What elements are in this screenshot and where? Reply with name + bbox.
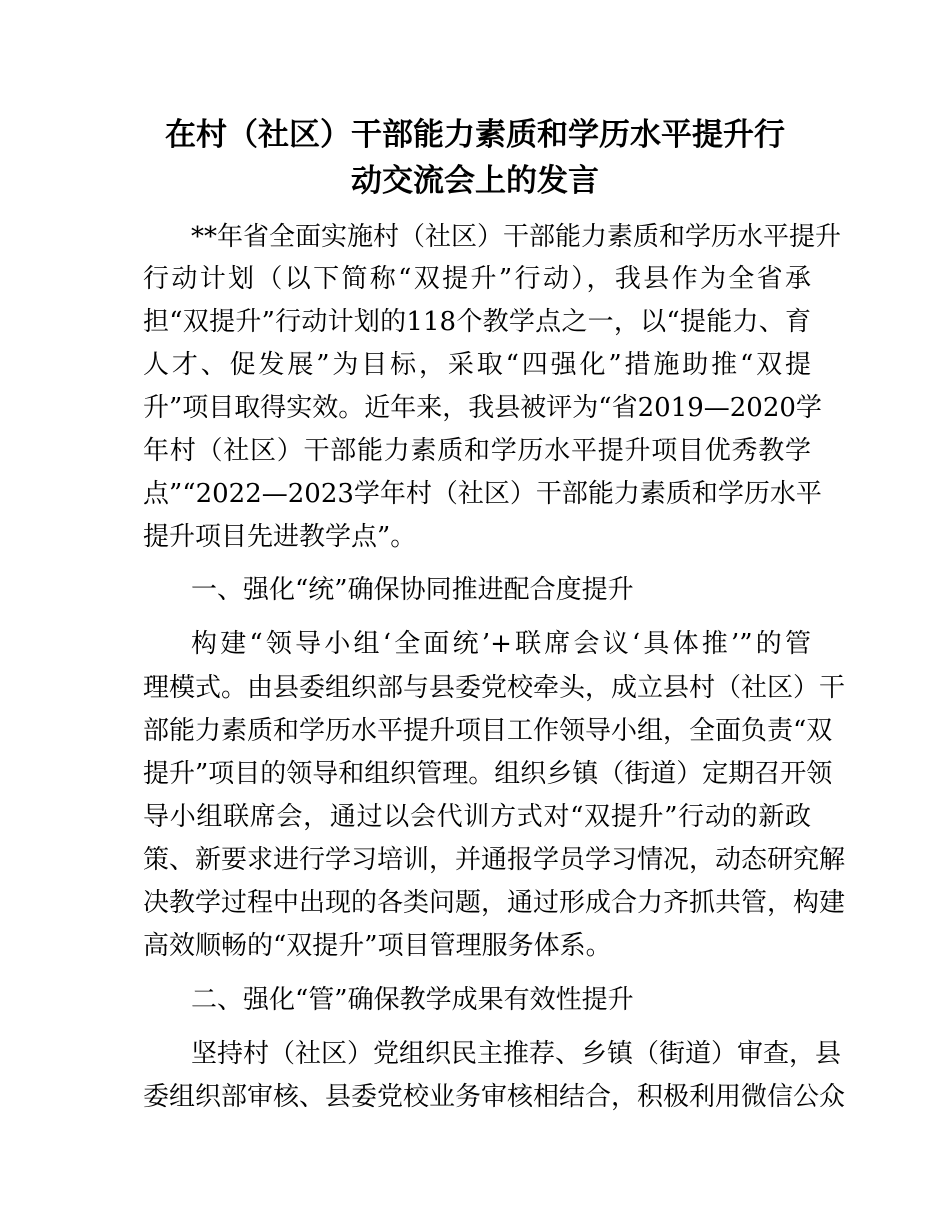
paragraph-line: 人才、促发展”为目标，采取“四强化”措施助推“双提 [143,350,811,380]
paragraph-line: 理模式。由县委组织部与县委党校牵头，成立县村（社区）干 [143,673,846,703]
paragraph-line: 构建“领导小组‘全面统’+联席会议‘具体推’”的管 [191,629,811,659]
document-title-line-2: 动交流会上的发言 [351,163,599,199]
paragraph-line: 提升”项目的领导和组织管理。组织乡镇（街道）定期召开领 [143,759,833,789]
paragraph-line: 策、新要求进行学习培训，并通报学员学习情况，动态研究解 [143,845,846,875]
paragraph-line: 决教学过程中出现的各类问题，通过形成合力齐抓共管，构建 [143,888,846,918]
paragraph-line: 委组织部审核、县委党校业务审核相结合，积极利用微信公众 [143,1082,846,1112]
paragraph-line: 导小组联席会，通过以会代训方式对“双提升”行动的新政 [143,802,811,832]
paragraph-line: 点”“2022—2023学年村（社区）干部能力素质和学历水平 [143,479,822,509]
section-heading-2: 二、强化“管”确保教学成果有效性提升 [191,985,634,1015]
paragraph-line: 坚持村（社区）党组织民主推荐、乡镇（街道）审查，县 [191,1039,842,1069]
paragraph-line: 部能力素质和学历水平提升项目工作领导小组，全面负责“双 [143,716,833,746]
section-heading-1: 一、强化“统”确保协同推进配合度提升 [191,575,634,605]
paragraph-line: 年村（社区）干部能力素质和学历水平提升项目优秀教学 [143,436,811,466]
paragraph-line: **年省全面实施村（社区）干部能力素质和学历水平提升 [191,222,842,252]
paragraph-line: 提升项目先进教学点”。 [143,522,417,552]
paragraph-line: 升”项目取得实效。近年来，我县被评为“省2019—2020学 [143,393,822,423]
paragraph-line: 行动计划（以下简称“双提升”行动），我县作为全省承 [143,264,811,294]
document-title-line-1: 在村（社区）干部能力素质和学历水平提升行 [165,117,785,153]
paragraph-line: 高效顺畅的“双提升”项目管理服务体系。 [143,931,612,961]
paragraph-line: 担“双提升”行动计划的118个教学点之一，以“提能力、育 [143,307,811,337]
